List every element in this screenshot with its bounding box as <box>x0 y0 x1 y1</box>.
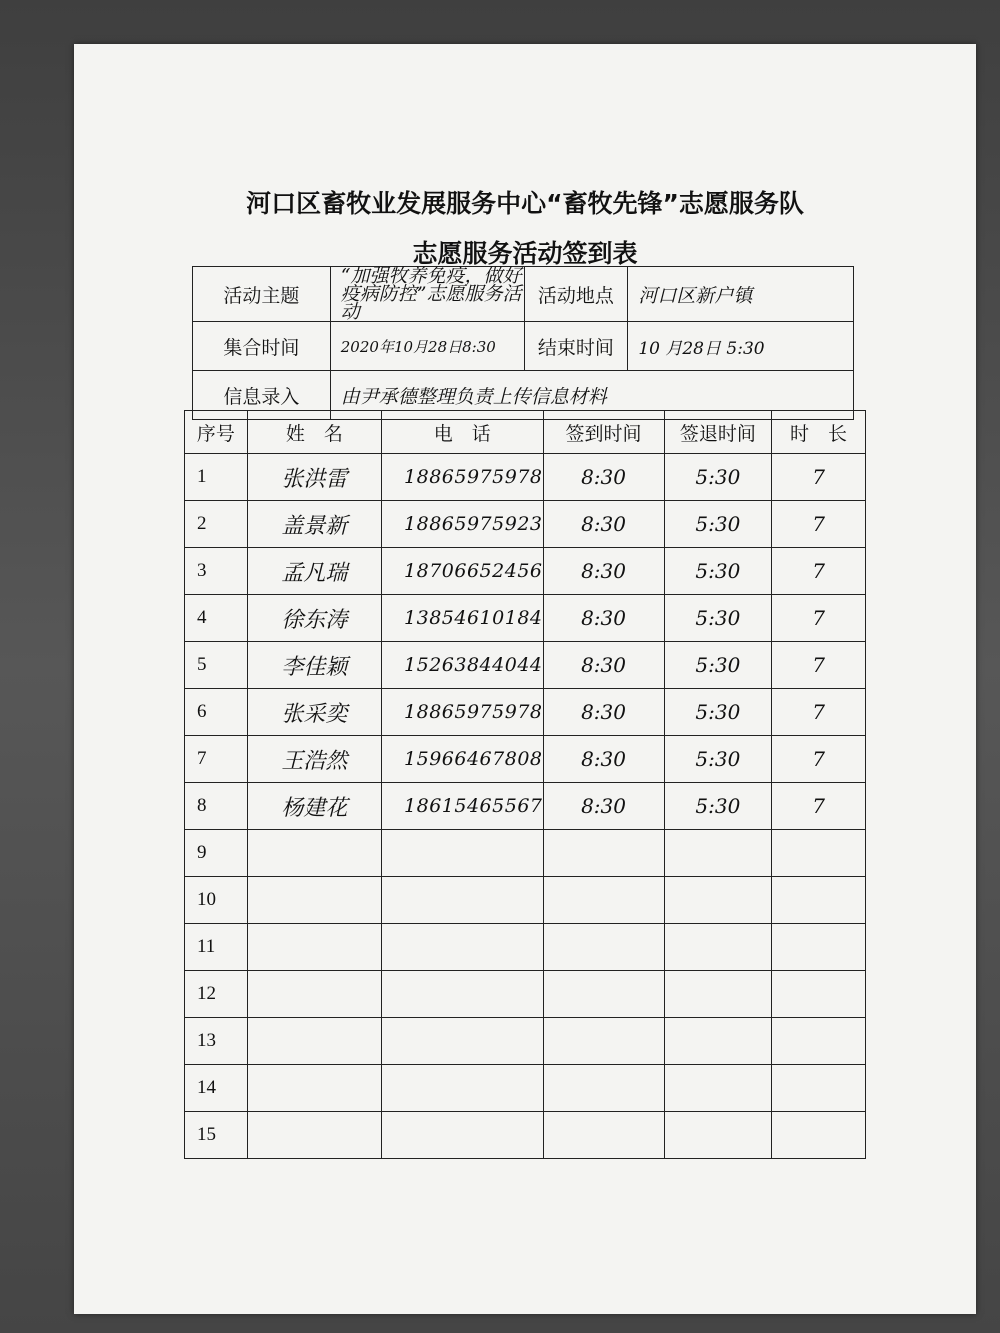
row-phone <box>382 877 543 924</box>
header-signout-time: 签退时间 <box>664 411 772 454</box>
end-time-label: 结束时间 <box>524 322 628 371</box>
row-duration: 7 <box>772 454 866 501</box>
row-signout: 5:30 <box>664 501 772 548</box>
row-phone <box>382 830 543 877</box>
document-subtitle: 志愿服务活动签到表 <box>412 239 638 268</box>
header-index: 序号 <box>185 411 248 454</box>
theme-label: 活动主题 <box>193 267 331 322</box>
row-signin: 8:30 <box>543 642 664 689</box>
row-name <box>247 1112 381 1159</box>
row-signin: 8:30 <box>543 501 664 548</box>
row-name <box>247 924 381 971</box>
row-name <box>247 830 381 877</box>
table-row <box>185 1112 866 1159</box>
row-signout: 5:30 <box>664 689 772 736</box>
end-time-value: 10 月28日 5:30 <box>628 322 854 371</box>
row-index: 6 <box>185 689 248 736</box>
signin-table <box>184 410 866 1159</box>
row-duration <box>772 830 866 877</box>
header-signin-time: 签到时间 <box>543 411 664 454</box>
row-index: 11 <box>185 924 248 971</box>
row-name: 张洪雷 <box>247 454 381 501</box>
row-signout <box>664 971 772 1018</box>
row-phone <box>382 1018 543 1065</box>
start-time-value: 2020年10月28日8:30 <box>330 322 524 371</box>
row-signout: 5:30 <box>664 736 772 783</box>
table-row <box>185 548 866 595</box>
row-signin <box>543 1065 664 1112</box>
row-signin: 8:30 <box>543 454 664 501</box>
row-phone <box>382 924 543 971</box>
row-duration <box>772 877 866 924</box>
table-row <box>185 877 866 924</box>
row-name: 孟凡瑞 <box>247 548 381 595</box>
activity-info-table <box>192 266 854 420</box>
table-row <box>185 501 866 548</box>
header-name: 姓 名 <box>247 411 381 454</box>
row-name: 李佳颖 <box>247 642 381 689</box>
table-row <box>185 1018 866 1065</box>
row-signin <box>543 1018 664 1065</box>
row-name: 徐东涛 <box>247 595 381 642</box>
row-phone: 15966467808 <box>382 736 543 783</box>
row-signout <box>664 1112 772 1159</box>
row-phone: 18865975978 <box>382 689 543 736</box>
record-value: 由尹承德整理负责上传信息材料 <box>330 371 853 420</box>
start-time-label: 集合时间 <box>193 322 331 371</box>
row-signin: 8:30 <box>543 736 664 783</box>
row-duration: 7 <box>772 689 866 736</box>
info-row-theme <box>193 267 854 322</box>
place-label: 活动地点 <box>524 267 628 322</box>
header-phone: 电 话 <box>382 411 543 454</box>
table-row <box>185 971 866 1018</box>
row-phone <box>382 1112 543 1159</box>
table-row <box>185 783 866 830</box>
row-index: 3 <box>185 548 248 595</box>
row-duration <box>772 1112 866 1159</box>
row-signout <box>664 1018 772 1065</box>
row-signout: 5:30 <box>664 783 772 830</box>
row-duration: 7 <box>772 501 866 548</box>
header-duration: 时 长 <box>772 411 866 454</box>
row-duration: 7 <box>772 595 866 642</box>
theme-value-line1: “加强牧养免疫，做好 <box>340 265 522 287</box>
row-index: 7 <box>185 736 248 783</box>
row-phone <box>382 971 543 1018</box>
place-value: 河口区新户镇 <box>628 267 854 322</box>
row-duration <box>772 1065 866 1112</box>
row-signin <box>543 1112 664 1159</box>
row-phone <box>382 1065 543 1112</box>
row-phone: 18615465567 <box>382 783 543 830</box>
paper-sheet <box>74 44 976 1314</box>
table-row <box>185 736 866 783</box>
table-header-row <box>185 411 866 454</box>
row-signin <box>543 971 664 1018</box>
row-index: 13 <box>185 1018 248 1065</box>
row-index: 10 <box>185 877 248 924</box>
row-signout <box>664 877 772 924</box>
row-signin <box>543 877 664 924</box>
row-index: 9 <box>185 830 248 877</box>
row-duration <box>772 971 866 1018</box>
row-signin <box>543 830 664 877</box>
table-row <box>185 642 866 689</box>
row-signin: 8:30 <box>543 595 664 642</box>
row-index: 12 <box>185 971 248 1018</box>
row-phone: 18865975978 <box>382 454 543 501</box>
row-name <box>247 877 381 924</box>
row-signin <box>543 924 664 971</box>
row-index: 4 <box>185 595 248 642</box>
row-name: 杨建花 <box>247 783 381 830</box>
row-signout: 5:30 <box>664 454 772 501</box>
table-row <box>185 689 866 736</box>
row-name <box>247 1065 381 1112</box>
row-signout <box>664 830 772 877</box>
table-row <box>185 595 866 642</box>
row-phone: 15263844044 <box>382 642 543 689</box>
row-name <box>247 1018 381 1065</box>
table-row <box>185 454 866 501</box>
row-phone: 18865975923 <box>382 501 543 548</box>
row-signout <box>664 1065 772 1112</box>
row-duration: 7 <box>772 548 866 595</box>
document-title: 河口区畜牧业发展服务中心“畜牧先锋”志愿服务队 <box>246 189 804 218</box>
row-duration: 7 <box>772 642 866 689</box>
row-index: 5 <box>185 642 248 689</box>
row-name: 盖景新 <box>247 501 381 548</box>
row-name <box>247 971 381 1018</box>
row-signin: 8:30 <box>543 689 664 736</box>
row-signin: 8:30 <box>543 548 664 595</box>
row-duration: 7 <box>772 783 866 830</box>
row-index: 2 <box>185 501 248 548</box>
row-index: 8 <box>185 783 248 830</box>
row-signin: 8:30 <box>543 783 664 830</box>
row-signout <box>664 924 772 971</box>
row-signout: 5:30 <box>664 548 772 595</box>
row-name: 张采奕 <box>247 689 381 736</box>
table-row <box>185 1065 866 1112</box>
row-index: 14 <box>185 1065 248 1112</box>
row-signout: 5:30 <box>664 642 772 689</box>
row-index: 1 <box>185 454 248 501</box>
row-index: 15 <box>185 1112 248 1159</box>
row-name: 王浩然 <box>247 736 381 783</box>
info-row-time <box>193 322 854 371</box>
table-row <box>185 830 866 877</box>
row-duration <box>772 1018 866 1065</box>
table-row <box>185 924 866 971</box>
theme-value <box>330 267 524 322</box>
row-duration: 7 <box>772 736 866 783</box>
record-label: 信息录入 <box>193 371 331 420</box>
row-duration <box>772 924 866 971</box>
row-signout: 5:30 <box>664 595 772 642</box>
row-phone: 18706652456 <box>382 548 543 595</box>
theme-value-line2: 疫病防控”志愿服务活动 <box>340 283 522 323</box>
row-phone: 13854610184 <box>382 595 543 642</box>
